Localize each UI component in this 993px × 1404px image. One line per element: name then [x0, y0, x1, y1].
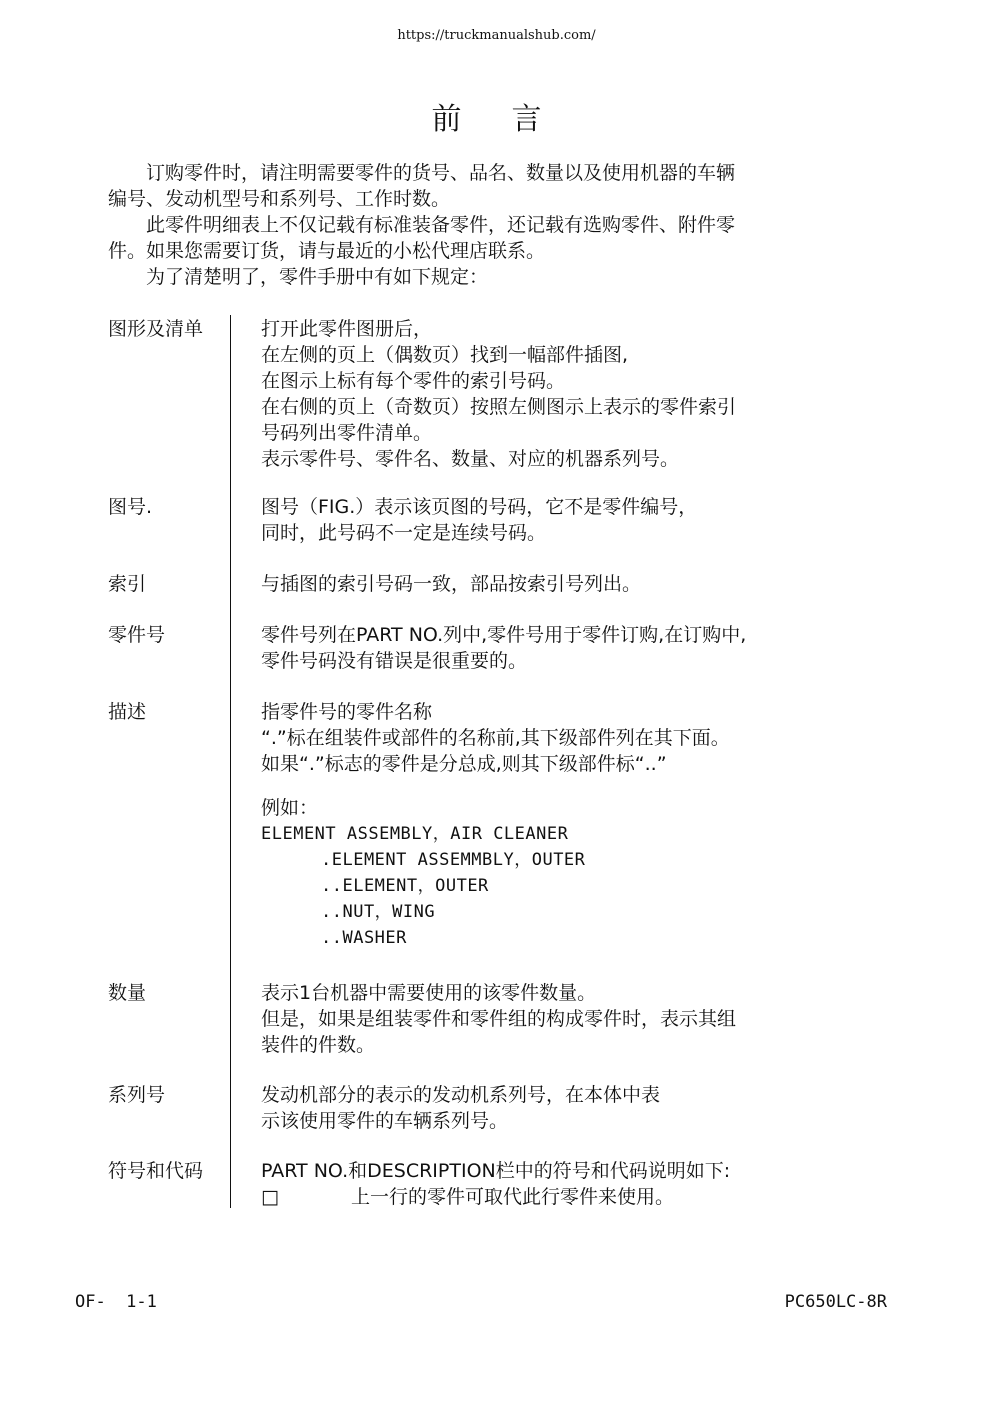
section-label-quantity: 数量 [108, 982, 147, 1004]
body-line: 指零件号的零件名称 [261, 701, 433, 723]
body-line: “.”标在组装件或部件的名称前,其下级部件列在其下面。 [261, 727, 730, 749]
example-sub-item: .ELEMENT ASSEMMBLY，OUTER [321, 850, 586, 870]
section-body-part-no [261, 622, 841, 674]
example-main: ELEMENT ASSEMBLY，AIR CLEANER [261, 824, 569, 844]
section-body-description [261, 699, 841, 951]
example-label: 例如： [261, 797, 319, 819]
section-label-symbols: 符号和代码 [108, 1160, 204, 1182]
body-line: 装件的件数。 [261, 1034, 376, 1056]
example-sub-item: ..NUT，WING [321, 902, 436, 922]
section-label-description: 描述 [108, 701, 147, 723]
body-line: 发动机部分的表示的发动机系列号，在本体中表 [261, 1084, 661, 1106]
section-body-index [261, 571, 841, 597]
intro-line: 此零件明细表上不仅记载有标准装备零件，还记载有选购零件、附件零 [146, 214, 736, 236]
section-label-part-no: 零件号 [108, 624, 166, 646]
body-line: 表示零件号、零件名、数量、对应的机器系列号。 [261, 448, 680, 470]
body-line: 示该使用零件的车辆系列号。 [261, 1110, 509, 1132]
intro-text [108, 160, 838, 290]
section-label-figure: 图形及清单 [108, 318, 204, 340]
source-url[interactable]: https://truckmanualshub.com/ [397, 28, 596, 43]
section-body-quantity [261, 980, 841, 1058]
section-body-figure [261, 316, 841, 472]
section-body-symbols [261, 1158, 841, 1210]
body-line: 在右侧的页上（奇数页）按照左侧图示上表示的零件索引 [261, 396, 737, 418]
section-body-fig-no [261, 494, 841, 546]
section-label-fig-no: 图号. [108, 496, 153, 518]
body-line: 但是，如果是组装零件和零件组的构成零件时，表示其组 [261, 1008, 737, 1030]
section-divider-line [230, 315, 231, 1208]
section-body-serial [261, 1082, 841, 1134]
intro-line: 订购零件时，请注明需要零件的货号、品名、数量以及使用机器的车辆 [146, 162, 736, 184]
model-code: PC650LC-8R [784, 1292, 887, 1312]
symbol-row [261, 1184, 841, 1210]
page-number: OF- 1-1 [75, 1292, 157, 1312]
body-line: 在图示上标有每个零件的索引号码。 [261, 370, 566, 392]
section-label-serial: 系列号 [108, 1084, 166, 1106]
body-line: PART NO.和DESCRIPTION栏中的符号和代码说明如下: [261, 1160, 731, 1182]
example-sub-item: ..ELEMENT，OUTER [321, 876, 489, 896]
intro-line: 为了清楚明了，零件手册中有如下规定： [146, 266, 489, 288]
page-title: 前言 [431, 102, 592, 137]
spacer [261, 777, 841, 795]
body-line: 如果“.”标志的零件是分总成,则其下级部件标“..” [261, 753, 667, 775]
intro-line: 编号、发动机型号和系列号、工作时数。 [108, 188, 451, 210]
example-sub-item: ..WASHER [321, 928, 407, 948]
body-line: 零件号码没有错误是很重要的。 [261, 650, 528, 672]
body-line: 号码列出零件清单。 [261, 422, 433, 444]
body-line: 同时，此号码不一定是连续号码。 [261, 522, 547, 544]
square-symbol-icon: □ [261, 1186, 279, 1208]
body-line: 打开此零件图册后， [261, 318, 433, 340]
body-line: 零件号列在PART NO.列中,零件号用于零件订购,在订购中, [261, 624, 747, 646]
body-line: 表示1台机器中需要使用的该零件数量。 [261, 982, 597, 1004]
section-label-index: 索引 [108, 573, 147, 595]
intro-line: 件。如果您需要订货，请与最近的小松代理店联系。 [108, 240, 546, 262]
body-line: 在左侧的页上（偶数页）找到一幅部件插图, [261, 344, 629, 366]
body-line: 与插图的索引号码一致，部品按索引号列出。 [261, 573, 642, 595]
body-line: 图号（FIG.）表示该页图的号码，它不是零件编号， [261, 496, 698, 518]
symbol-description: 上一行的零件可取代此行零件来使用。 [351, 1186, 675, 1208]
